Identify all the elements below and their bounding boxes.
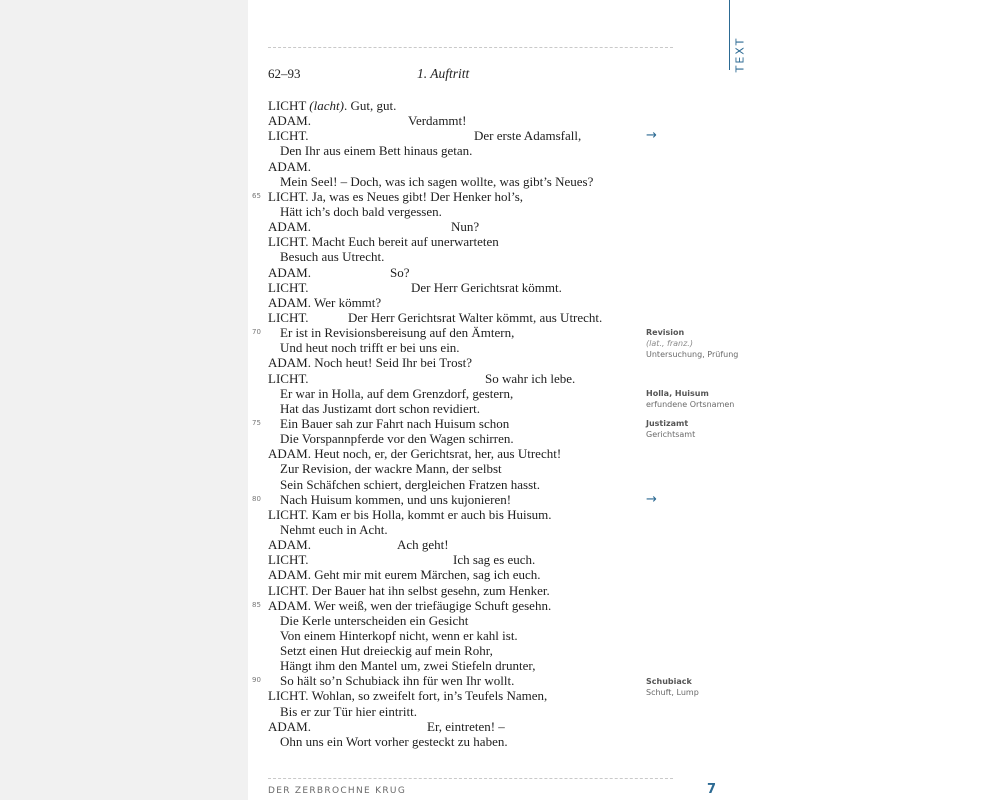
verse-text: Ein Bauer sah zur Fahrt nach Huisum schon [280, 415, 510, 431]
verse-text: ADAM. Wer weiß, wen der triefäugige Schuft gesehn. [268, 597, 552, 613]
verse-text: Hängt ihm den Mantel um, zwei Stiefeln drunter, [280, 658, 536, 674]
line-number: 65 [252, 191, 261, 200]
verse-text: LICHT [268, 98, 310, 113]
side-tab-rule [729, 0, 730, 70]
verse-text: Den Ihr aus einem Bett hinaus getan. [280, 143, 473, 159]
line-number: 70 [252, 328, 261, 337]
play-text [0, 98, 640, 749]
verse-line [0, 325, 640, 340]
verse-text: Zur Revision, der wackre Mann, der selbst [280, 461, 502, 477]
verse-text: LICHT. [268, 128, 309, 144]
verse-line [0, 688, 640, 703]
verse-text: LICHT. Kam er bis Holla, kommt er auch bis Huisum. [268, 506, 552, 522]
page-number: 7 [707, 782, 717, 797]
verse-line [0, 128, 640, 143]
margin-gloss [646, 676, 741, 698]
verse-line [0, 537, 640, 552]
verse-text: Nun? [451, 219, 480, 235]
verse-line [0, 492, 640, 507]
verse-line [0, 658, 640, 673]
verse-line [0, 204, 640, 219]
verse-line [0, 643, 640, 658]
verse-line [0, 355, 640, 370]
cross-reference-arrow-icon[interactable]: → [646, 128, 657, 144]
verse-line [0, 704, 640, 719]
verse-line [0, 189, 640, 204]
verse-text: LICHT. Ja, was es Neues gibt! Der Henker hol’s, [268, 188, 523, 204]
verse-text: ADAM. [268, 219, 311, 235]
verse-text: So hält so’n Schubiack ihn für wen Ihr wollt. [280, 673, 515, 689]
verse-line [0, 477, 640, 492]
verse-line [0, 431, 640, 446]
verse-line [0, 265, 640, 280]
verse-line [0, 416, 640, 431]
verse-line [0, 461, 640, 476]
verse-line [0, 734, 640, 749]
verse-text: LICHT. Wohlan, so zweifelt fort, in’s Teufels Namen, [268, 688, 548, 704]
verse-line [0, 310, 640, 325]
verse-text: ADAM. [268, 718, 311, 734]
verse-text: Nehmt euch in Acht. [280, 521, 388, 537]
verse-line [0, 613, 640, 628]
margin-gloss [646, 327, 741, 360]
verse-text: LICHT. [268, 279, 309, 295]
verse-text: ADAM. [268, 113, 311, 129]
verse-line [0, 446, 640, 461]
gloss-note: (lat., franz.) [646, 339, 693, 349]
verse-text: LICHT. [268, 309, 309, 325]
verse-text: ADAM. Geht mir mit eurem Märchen, sag ich euch. [268, 567, 541, 583]
verse-line [0, 552, 640, 567]
verse-text: ADAM. [268, 537, 311, 553]
scene-title: 1. Auftritt [417, 66, 470, 81]
verse-text: ADAM. Noch heut! Seid Ihr bei Trost? [268, 355, 473, 371]
verse-text: So? [390, 264, 410, 280]
verse-text: Bis er zur Tür hier eintritt. [280, 703, 417, 719]
gloss-term: Justizamt [646, 419, 689, 429]
gloss-term: Holla, Huisum [646, 388, 709, 398]
verse-text: ADAM. Wer kömmt? [268, 294, 382, 310]
gloss-definition: erfundene Ortsnamen [646, 399, 735, 409]
verse-text: So wahr ich lebe. [485, 370, 576, 386]
bottom-divider [268, 778, 673, 779]
verse-line [0, 340, 640, 355]
verse-text: Hätt ich’s doch bald vergessen. [280, 203, 442, 219]
verse-line [0, 249, 640, 264]
verse-text: ADAM. [268, 158, 311, 174]
verse-line [0, 159, 640, 174]
speaker-line [268, 98, 396, 113]
verse-line [0, 673, 640, 688]
verse-text: . Gut, gut. [343, 98, 397, 113]
verse-line [0, 583, 640, 598]
verse-text: Die Kerle unterscheiden ein Gesicht [280, 612, 469, 628]
verse-line [0, 280, 640, 295]
verse-text: LICHT. [268, 552, 309, 568]
verse-text: Besuch aus Utrecht. [280, 249, 385, 265]
verse-text: Ohn uns ein Wort vorher gesteckt zu haben. [280, 733, 508, 749]
verse-text: ADAM. Heut noch, er, der Gerichtsrat, her, aus Utrecht! [268, 446, 562, 462]
verse-text: Der Herr Gerichtsrat kömmt. [411, 279, 562, 295]
verse-text: Die Vorspannpferde vor den Wagen schirren. [280, 431, 514, 447]
verse-text: Mein Seel! – Doch, was ich sagen wollte, was gibt’s Neues? [280, 173, 594, 189]
cross-reference-arrow-icon[interactable]: → [646, 491, 657, 507]
verse-line [0, 719, 640, 734]
margin-gloss [646, 418, 741, 440]
verse-line [0, 143, 640, 158]
verse-text: Ach geht! [397, 537, 449, 553]
top-divider [268, 47, 673, 48]
verse-text: Hat das Justizamt dort schon revidiert. [280, 400, 481, 416]
verse-text: Setzt einen Hut dreieckig auf mein Rohr, [280, 643, 493, 659]
line-number: 90 [252, 676, 261, 685]
verse-line [0, 522, 640, 537]
verse-text: Von einem Hinterkopf nicht, wenn er kahl ist. [280, 627, 518, 643]
verse-text: Sein Schäfchen schiert, dergleichen Fratzen hasst. [280, 476, 541, 492]
gloss-definition: Schuft, Lump [646, 687, 699, 697]
verse-line [0, 628, 640, 643]
verse-text: Er ist in Revisionsbereisung auf den Ämtern, [280, 325, 515, 341]
verse-line [0, 507, 640, 522]
verse-line [0, 401, 640, 416]
verse-text: Und heut noch trifft er bei uns ein. [280, 340, 460, 356]
verse-line [0, 567, 640, 582]
verse-line [0, 371, 640, 386]
verse-text: ADAM. [268, 264, 311, 280]
verse-line [0, 98, 640, 113]
verse-text: Ich sag es euch. [453, 552, 536, 568]
line-number: 80 [252, 494, 261, 503]
verse-text: Er, eintreten! – [427, 718, 505, 734]
verse-text: Er war in Holla, auf dem Grenzdorf, gestern, [280, 385, 514, 401]
verse-text: LICHT. [268, 370, 309, 386]
verse-text: (lacht) [309, 98, 344, 113]
line-range: 62–93 [268, 66, 301, 81]
verse-line [0, 386, 640, 401]
verse-text: Der erste Adamsfall, [474, 128, 582, 144]
verse-text: LICHT. Macht Euch bereit auf unerwarteten [268, 234, 499, 250]
verse-text: Verdammt! [408, 113, 467, 129]
line-number: 85 [252, 600, 261, 609]
verse-line [0, 113, 640, 128]
verse-line [0, 174, 640, 189]
verse-line [0, 598, 640, 613]
verse-line [0, 234, 640, 249]
verse-text: LICHT. Der Bauer hat ihn selbst gesehn, zum Henker. [268, 582, 550, 598]
gloss-definition: Gerichtsamt [646, 430, 696, 440]
side-tab-label: TEXT [733, 36, 747, 72]
side-tab [733, 36, 747, 72]
verse-text: Der Herr Gerichtsrat Walter kömmt, aus Utrecht. [348, 309, 603, 325]
gloss-term: Schubiack [646, 676, 692, 686]
verse-text: Nach Huisum kommen, und uns kujonieren! [280, 491, 512, 507]
gloss-definition: Untersuchung, Prüfung [646, 350, 739, 360]
book-title: DER ZERBROCHNE KRUG [268, 786, 407, 796]
margin-gloss [646, 388, 741, 410]
gloss-term: Revision [646, 328, 685, 338]
verse-line [0, 219, 640, 234]
verse-line [0, 295, 640, 310]
line-number: 75 [252, 418, 261, 427]
